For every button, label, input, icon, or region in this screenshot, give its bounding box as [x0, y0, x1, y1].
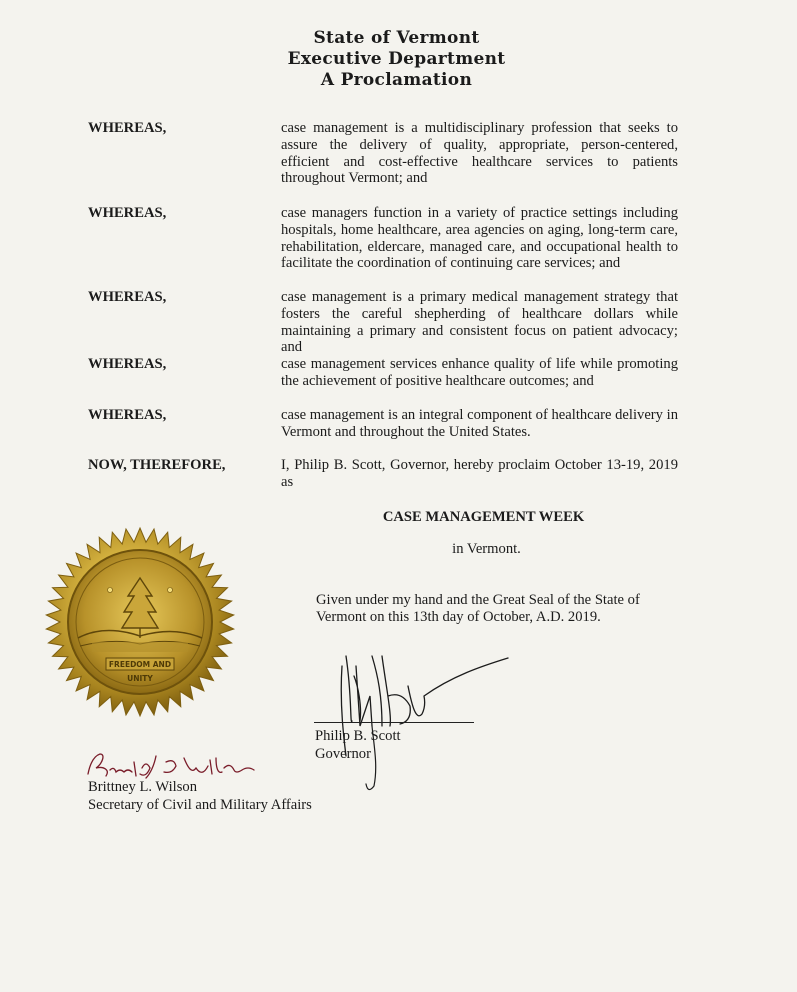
clause-text: case management is a multidisciplinary profession that seeks to assure the delivery of quality, appropriate, person-centered, efficient and cost-effective healthcare services to patients throughout Vermont; and: [281, 120, 678, 187]
governor-signature-line: [314, 722, 474, 723]
clause-text: case management is a primary medical management strategy that fosters the careful shepherding of healthcare dollars while maintaining a primary and consistent focus on patient advocacy; and: [281, 289, 678, 356]
governor-title: Governor: [315, 746, 371, 762]
secretary-block: [88, 778, 312, 814]
governor-name: Philip B. Scott: [315, 728, 401, 744]
secretary-signature-icon: [84, 748, 259, 782]
clause-label: WHEREAS,: [88, 120, 167, 136]
clause-text: case management services enhance quality of life while promoting the achievement of positive healthcare outcomes; and: [281, 356, 678, 389]
clause-text: case management is an integral component of healthcare delivery in Vermont and throughout the United States.: [281, 407, 678, 440]
header-proclamation: A Proclamation: [320, 70, 473, 90]
great-seal-icon: [44, 526, 236, 718]
clause-label: WHEREAS,: [88, 356, 167, 372]
proclamation-location: in Vermont.: [452, 541, 521, 557]
header-department: Executive Department: [287, 49, 506, 69]
governor-signature-icon: [312, 636, 512, 796]
secretary-title: Secretary of Civil and Military Affairs: [88, 797, 312, 813]
seal-motto-top: FREEDOM AND: [108, 660, 172, 669]
proclamation-title: CASE MANAGEMENT WEEK: [382, 509, 585, 525]
given-statement: Given under my hand and the Great Seal of the State of Vermont on this 13th day of October, A.D. 2019.: [316, 592, 640, 625]
clause-label: WHEREAS,: [88, 407, 167, 423]
clause-text: I, Philip B. Scott, Governor, hereby proclaim October 13-19, 2019 as: [281, 457, 678, 490]
clause-label: WHEREAS,: [88, 289, 167, 305]
governor-block: [315, 727, 401, 763]
clause-label: WHEREAS,: [88, 205, 167, 221]
clause-text: case managers function in a variety of practice settings including hospitals, home healthcare, area agencies on aging, long-term care, rehabilitation, eldercare, managed care, and occupational health to facilitate the coordination of continuing care services; and: [281, 205, 678, 272]
secretary-name: Brittney L. Wilson: [88, 779, 197, 795]
clause-label: NOW, THEREFORE,: [88, 457, 226, 473]
seal-motto-bottom: UNITY: [127, 674, 153, 683]
header-state: State of Vermont: [313, 28, 480, 48]
document-header: [0, 28, 797, 91]
